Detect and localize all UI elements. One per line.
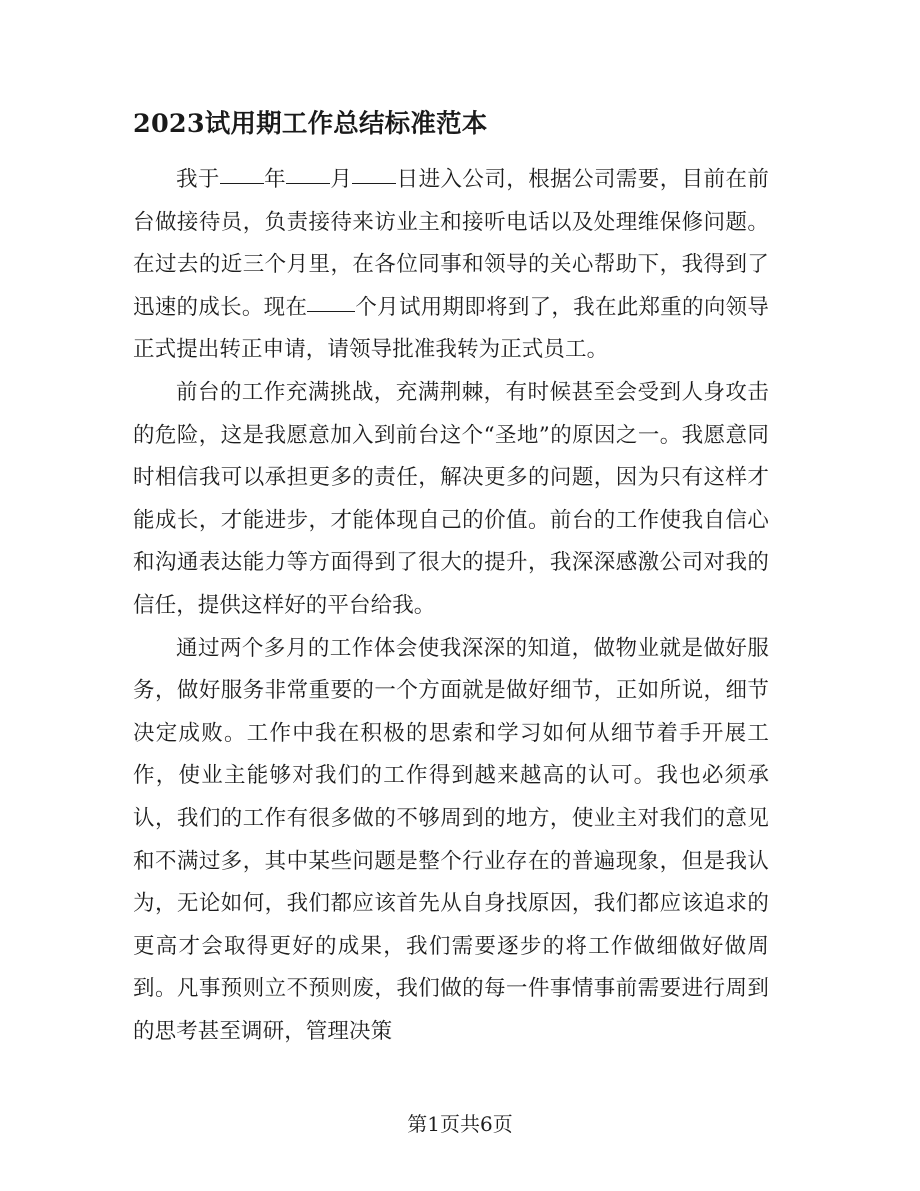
blank-field-year[interactable] bbox=[220, 166, 264, 184]
page-footer: 第1页共6页 bbox=[407, 1112, 513, 1136]
paragraph-1-part-c: 月 bbox=[330, 167, 353, 192]
paragraph-2: 前台的工作充满挑战，充满荆棘，有时候甚至会受到人身攻击的危险，这是我愿意加入到前台这个“圣地”的原因之一。我愿意同时相信我可以承担更多的责任，解决更多的问题，因为只有这样才能成长，才能进步，才能体现自己的价值。前台的工作使我自信心和沟通表达能力等方面得到了很大的提升，我深深感激公司对我的信任，提供这样好的平台给我。 bbox=[133, 379, 769, 618]
document-body bbox=[133, 159, 769, 1053]
paragraph-1-part-d: 日进入公司，根据公司需要，目前在前台做接待员，负责接待来访业主和接听电话以及处理维保修问题。在过去的近三个月里，在各位同事和领导的关心帮助下，我得到了迅速的成长。现在 bbox=[133, 167, 769, 320]
paragraph-3: 通过两个多月的工作体会使我深深的知道，做物业就是做好服务，做好服务非常重要的一个方面就是做好细节，正如所说，细节决定成败。工作中我在积极的思索和学习如何从细节着手开展工作，使业主能够对我们的工作得到越来越高的认可。我也必须承认，我们的工作有很多做的不够周到的地方，使业主对我们的意见和不满过多，其中某些问题是整个行业存在的普遍现象，但是我认为，无论如何，我们都应该首先从自身找原因，我们都应该追求的更高才会取得更好的成果，我们需要逐步的将工作做细做好做周到。凡事预则立不预则废，我们做的每一件事情事前需要进行周到的思考甚至调研，管理决策 bbox=[133, 635, 769, 1044]
paragraph-1-part-b: 年 bbox=[263, 167, 287, 192]
blank-field-month[interactable] bbox=[286, 166, 330, 184]
blank-field-day[interactable] bbox=[352, 166, 396, 184]
paragraph-1 bbox=[133, 159, 769, 372]
paragraph-1-part-e: 个月试用期即将到了，我在此郑重的向领导正式提出转正申请，请领导批准我转为正式员工。 bbox=[133, 294, 769, 363]
paragraph-1-part-a: 我于 bbox=[176, 167, 220, 192]
blank-field-probation-months[interactable] bbox=[307, 294, 355, 312]
page-title: 2023试用期工作总结标准范本 bbox=[133, 109, 488, 139]
